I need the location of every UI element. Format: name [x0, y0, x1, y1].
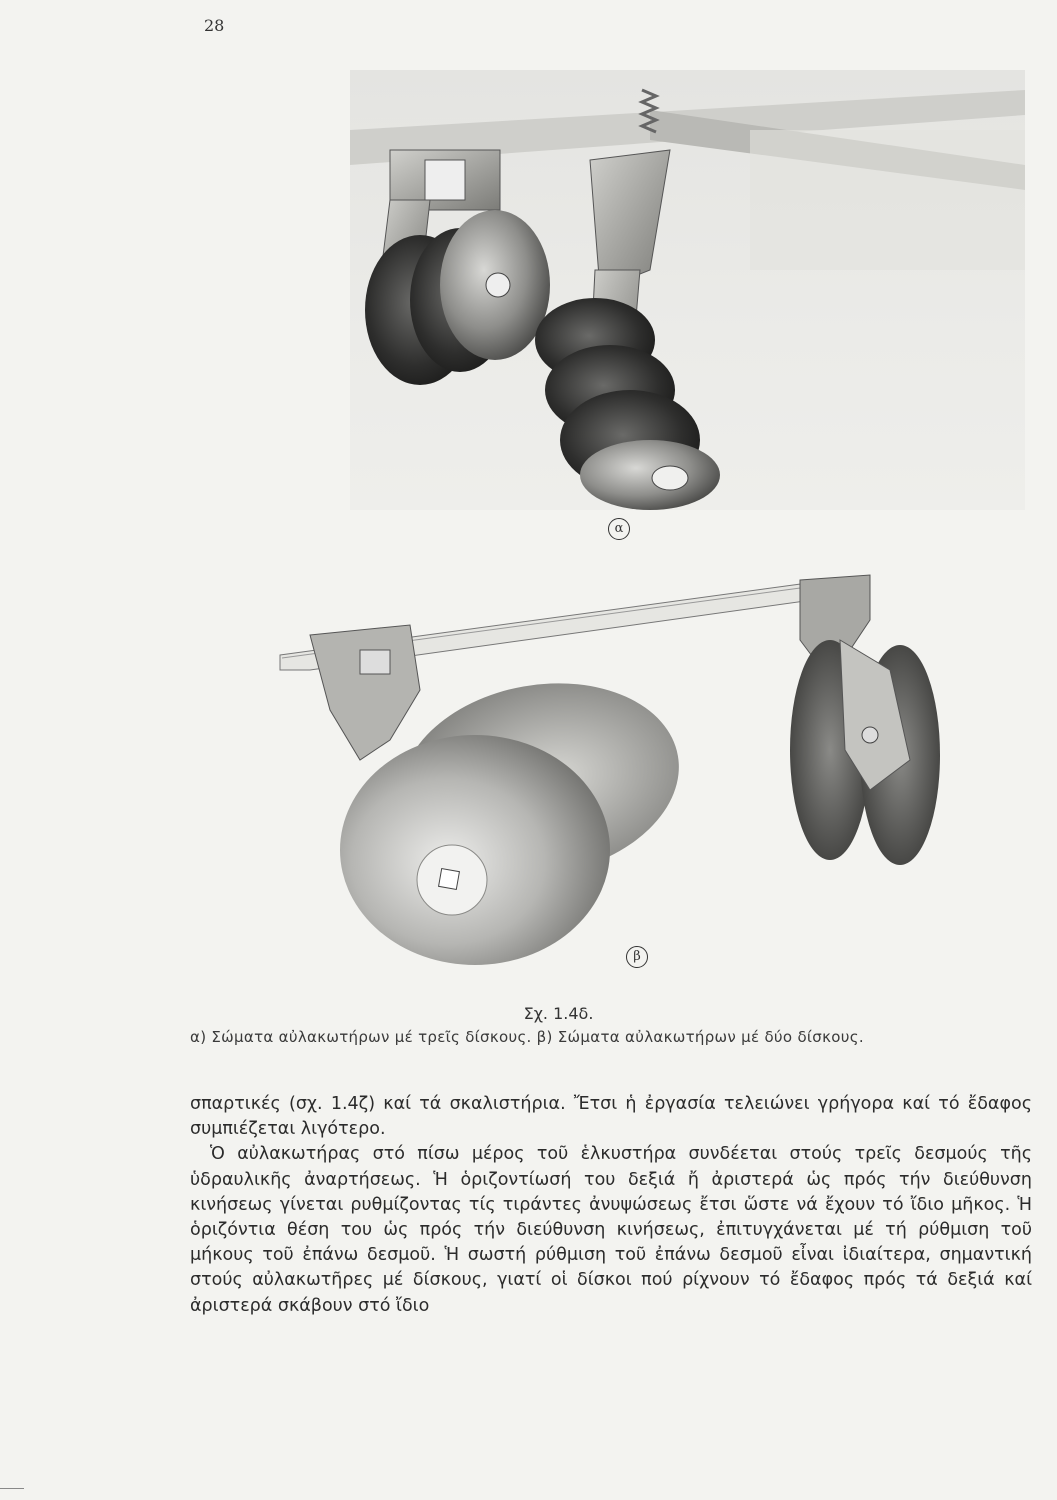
figure-photo-b	[270, 560, 970, 970]
body-text	[190, 1092, 1032, 1319]
paragraph-2: Ὁ αὐλακωτήρας στό πίσω μέρος τοῦ ἑλκυστήρα συνδέεται στούς τρεῖς δεσμούς τῆς ὑδραυλικῆς ἀναρτήσεως. Ἡ ὁριζοντίωσή του δεξιά ἤ ἀριστερά ὡς πρός τήν διεύθυνση κινήσεως γίνεται ρυθμίζοντας τίς τιράντες ἀνυψώσεως ἔτσι ὥστε νά ἔχουν τό ἴδιο μῆκος. Ἡ ὁριζόντια θέση του ὡς πρός τήν διεύθυνση κινήσεως, ἐπιτυγχάνεται μέ τή ρύθμιση τοῦ μήκους τοῦ ἐπάνω δεσμοῦ. Ἡ σωστή ρύθμιση τοῦ ἐπάνω δεσμοῦ εἶναι ἰδιαίτερα, σημαντική στούς αὐλακωτῆρες μέ δίσκους, γιατί οἱ δίσκοι πού ρίχνουν τό ἔδαφος πρός τά δεξιά καί ἀριστερά σκάβουν στό ἴδιο	[190, 1144, 1032, 1316]
figure-caption: α) Σώματα αὐλακωτήρων μέ τρεῖς δίσκους. β) Σώματα αὐλακωτήρων μέ δύο δίσκους.	[190, 1028, 864, 1046]
ridger-two-disc-illustration	[270, 560, 970, 970]
paragraph-1: σπαρτικές (σχ. 1.4ζ) καί τά σκαλιστήρια. Ἔτσι ἡ ἐργασία τελειώνει γρήγορα καί τό ἔδαφος συμπιέζεται λιγότερο.	[190, 1094, 1032, 1140]
page-number: 28	[204, 16, 225, 35]
figure-number: Σχ. 1.4δ.	[523, 1004, 594, 1023]
figure-label-a: α	[608, 518, 630, 540]
figure-label-b: β	[626, 946, 648, 968]
ridger-three-disc-illustration	[350, 70, 1025, 510]
figure-photo-a	[350, 70, 1025, 510]
edge-mark	[0, 1488, 24, 1489]
